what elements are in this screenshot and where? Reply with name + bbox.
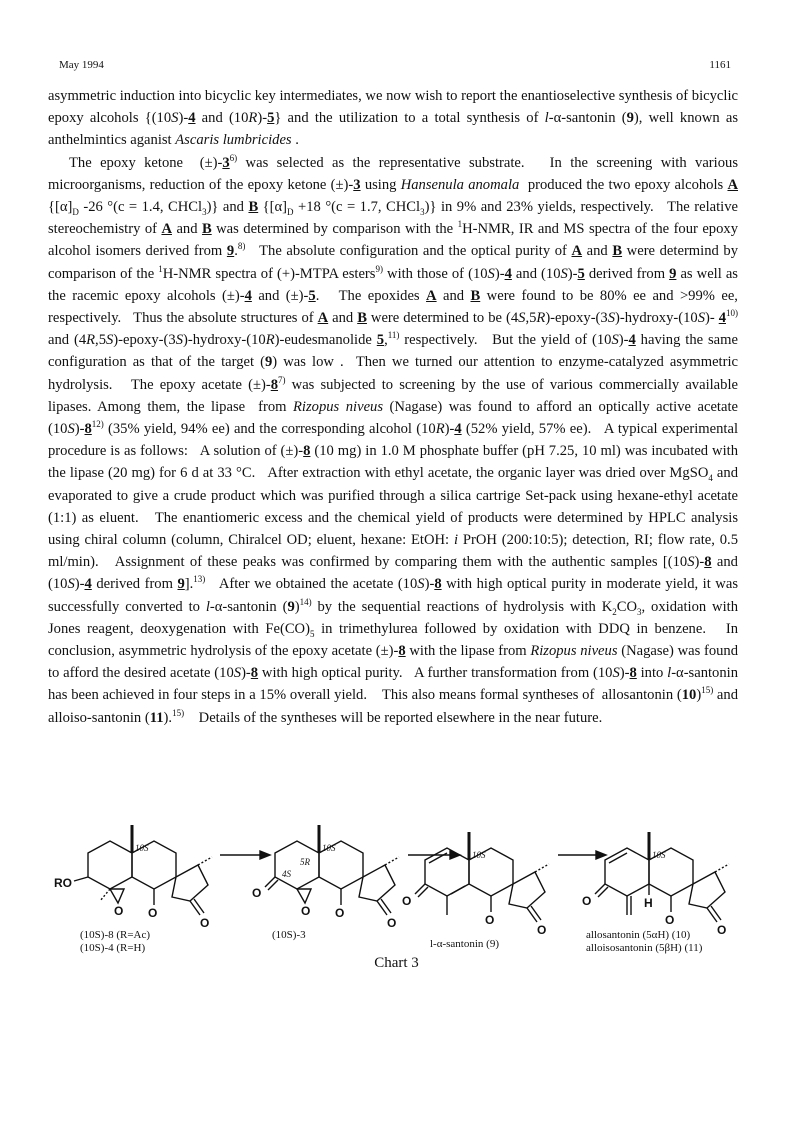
caption-santonin: l-α-santonin (9) [430, 938, 499, 950]
s4-oxygen-2: O [717, 923, 727, 937]
s1-center-label: 10S [135, 843, 149, 853]
s3-oxygen-1: O [485, 913, 495, 927]
s2-4s-label: 4S [282, 869, 291, 879]
s3-oxygen-2: O [537, 923, 547, 937]
paragraph-1: asymmetric induction into bicyclic key intermediates, we now wish to report the enantioselective synthesis of bicyclic epoxy alcohols {(10S)-4 and (10R)-5} and the utilization to a total synthesis of l-α-santonin (9), well known as anthelmintics aganist Ascaris lumbricides . [48, 88, 739, 149]
s4-oxygen-1: O [665, 913, 675, 927]
s1-oxygen-2: O [148, 906, 158, 920]
s2-oxygen-3: O [387, 916, 397, 930]
s2-oxygen-1: O [301, 904, 311, 918]
s2-center-label: 10S [322, 843, 336, 853]
s3-center-label: 10S [472, 850, 486, 860]
structure-epoxy-acetate [74, 825, 212, 915]
paragraph-2: The epoxy ketone $(\pm)-3^{6)}$ was selected as the representative substrate. In the screening with various microorganisms, reduction of the epoxy ketone (±)-3 using Hansenula anomala produced the two epoxy alcohols A {$[\alpha]_D$ -26 °(c = 1.4, CHCl$_3$)} and B {$[\alpha]_D +18$ °(c = 1.7, CHCl$_3$)} in 9% and 23% yields, respectively. The relative stereochemistry of A and B was determined by comparison with the $^1$H-NMR, IR and MS spectra of the four epoxy alcohol isomers derived from 9.$^{8)}$ The absolute configuration and the optical purity of A and B were determind by comparison of the $^1$H-NMR spectra of (+)-MTPA esters$^{9)}$ with those of (10S)-4 and (10S)-5 derived from 9 as well as the racemic epoxy alcohols (±)-4 and (±)-5. The epoxides A and B were found to be 80% ee and >99% ee, respectively. Thus the absolute structures of A and B were determined to be (4S,5R)-epoxy-(3S)-hydroxy-(10S)- 4$^{10)}$ and (4R,5S)-epoxy-(3S)-hydroxy-(10R)-eudesmanolide 5,$^{11)}$ respectively. But the yield of (10S)-4 having the same configuration as that of the target (9) was low . Then we turned our attention to enzyme-catalyzed asymmetric hydrolysis. The epoxy acetate $(\pm)-8^{7)}$ was subjected to screening by the use of various commercially available lipases. Among them, the lipase from Rizopus niveus (Nagase) was found to afford an optically active acetate (10S)-8$^{12)}$ (35% yield, 94% ee) and the corresponding alcohol (10R)-4 (52% yield, 57% ee). A typical experimental procedure is as follows: A solution of (±)-8 (10 mg) in 1.0 M phosphate buffer (pH 7.25, 10 ml) was incubated with the lipase (20 mg) for 6 d at 33 °C. After extraction with ethyl acetate, the organic layer was dried over MgSO$_4$ and evaporated to give a crude product which was purified through a silica cartrige Set-pack using hexane-ethyl acetate (1:1) as eluent. The enantiomeric excess and the chemical yield of products were determined by HPLC analysis using chiral column (column, Chiralcel OD; eluent, hexane: EtOH: i PrOH (200:10:5); detection, RI; flow rate, 0.5 ml/min). Assignment of these peaks was confirmed by comparing them with the authentic samples [(10S)-8 and (10S)-4 derived from 9].$^{13)}$ After we obtained the acetate (10S)-8 with high optical purity in moderate yield, it was successfully converted to l-α-santonin $(9)^{14)}$ by the sequential reactions of hydrolysis with $K_2CO_3$, oxidation with Jones reagent, deoxygenation with $Fe(CO)_5$ in trimethylurea followed by oxidation with DDQ in benzene. In conclusion, asymmetric hydrolysis of the epoxy acetate (±)-8 with the lipase from Rizopus niveus (Nagase) was found to afford the desired acetate (10S)-8 with high optical purity. A further transformation from (10S)-8 into l-α-santonin has been achieved in four steps in a 15% overall yield. This also means formal syntheses of allosantonin $(10)^{15)}$ and alloiso-santonin (11).$^{15)}$ Details of the syntheses will be reported elsewhere in the near future. [48, 152, 739, 726]
page-number: 1161 [709, 59, 731, 71]
article-body [48, 85, 738, 729]
caption-allosantonin [586, 929, 702, 955]
caption-compound-8-4 [80, 929, 150, 955]
s4-oxygen-0: O [582, 894, 592, 908]
s1-ro-label: RO [54, 876, 72, 890]
caption-compound-4: (10S)-4 (R=H) [80, 942, 146, 954]
caption-compound-8: (10S)-8 (R=Ac) [80, 929, 151, 941]
caption-compound-11: alloisosantonin (5βH) (11) [586, 942, 703, 954]
structure-santonin [415, 832, 549, 922]
caption-compound-3: (10S)-3 [272, 929, 306, 941]
s1-oxygen-3: O [200, 916, 210, 930]
s3-oxygen-0: O [402, 894, 412, 908]
structure-allosantonin [595, 832, 729, 922]
caption-compound-10: allosantonin (5αH) (10) [586, 929, 691, 941]
s1-oxygen-1: O [114, 904, 124, 918]
running-header-date: May 1994 [59, 59, 104, 71]
s4-center-label: 10S [652, 850, 666, 860]
chart-title: Chart 3 [374, 955, 419, 971]
s4-hydrogen: H [644, 896, 653, 910]
s2-oxygen-0: O [252, 886, 262, 900]
s2-5r-label: 5R [300, 857, 310, 867]
s2-oxygen-2: O [335, 906, 345, 920]
